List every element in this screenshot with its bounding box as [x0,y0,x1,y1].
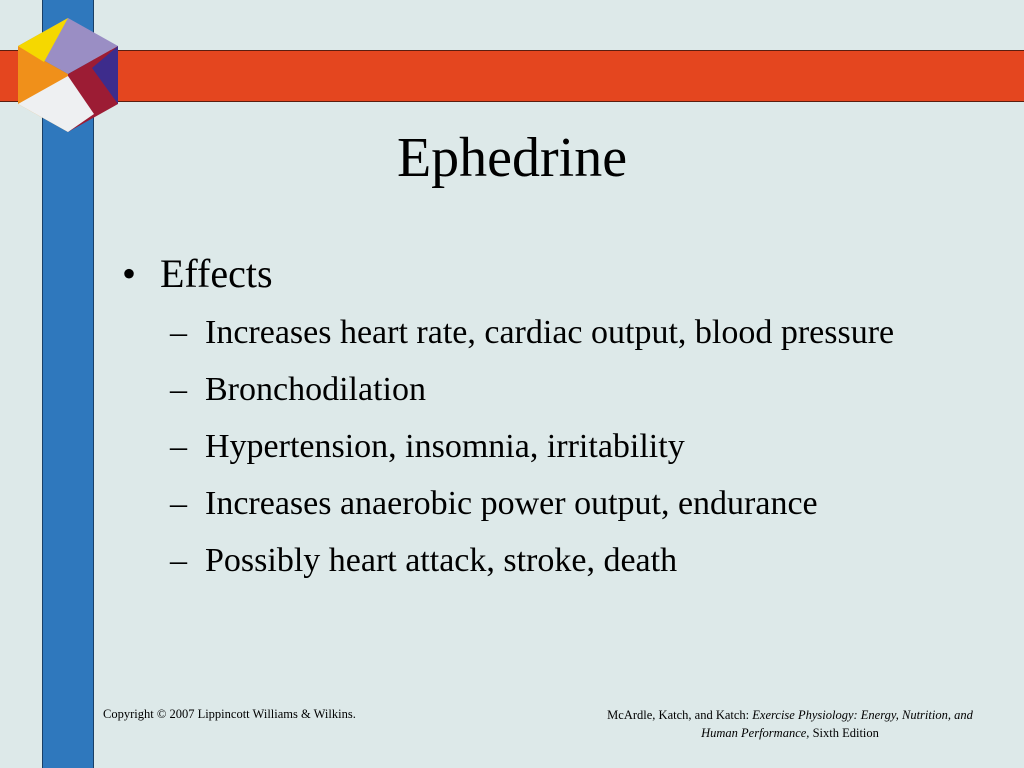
dash-marker: – [170,542,187,579]
slide-title: Ephedrine [396,127,628,189]
sub-bullet-item [120,481,990,527]
citation-edition: Sixth Edition [809,726,879,740]
bullet-text: Effects [160,251,273,296]
sub-bullet-text: Possibly heart attack, stroke, death [205,542,678,579]
bullet-list [120,250,990,595]
dash-marker: – [170,485,187,522]
red-header-bar [0,50,1024,102]
citation-title: Exercise Physiology: Energy, Nutrition, and Human Performance, [701,708,973,740]
sub-bullet-text: Bronchodilation [205,371,426,408]
sub-bullet-text: Increases anaerobic power output, endurance [205,485,818,522]
bullet-marker: • [122,251,137,296]
cube-logo-icon [14,14,122,136]
citation-footer [590,706,990,742]
sub-bullet-item [120,424,990,470]
dash-marker: – [170,314,187,351]
copyright-footer: Copyright © 2007 Lippincott Williams & Wilkins. [103,707,356,721]
sub-bullet-text: Increases heart rate, cardiac output, blood pressure [205,314,895,351]
sub-bullet-item [120,310,990,356]
sub-bullet-item [120,538,990,584]
dash-marker: – [170,428,187,465]
sub-bullet-list [120,310,990,584]
dash-marker: – [170,371,187,408]
sub-bullet-item [120,367,990,413]
sub-bullet-text: Hypertension, insomnia, irritability [205,428,685,465]
bullet-effects [120,250,990,298]
citation-authors: McArdle, Katch, and Katch: [607,708,753,722]
